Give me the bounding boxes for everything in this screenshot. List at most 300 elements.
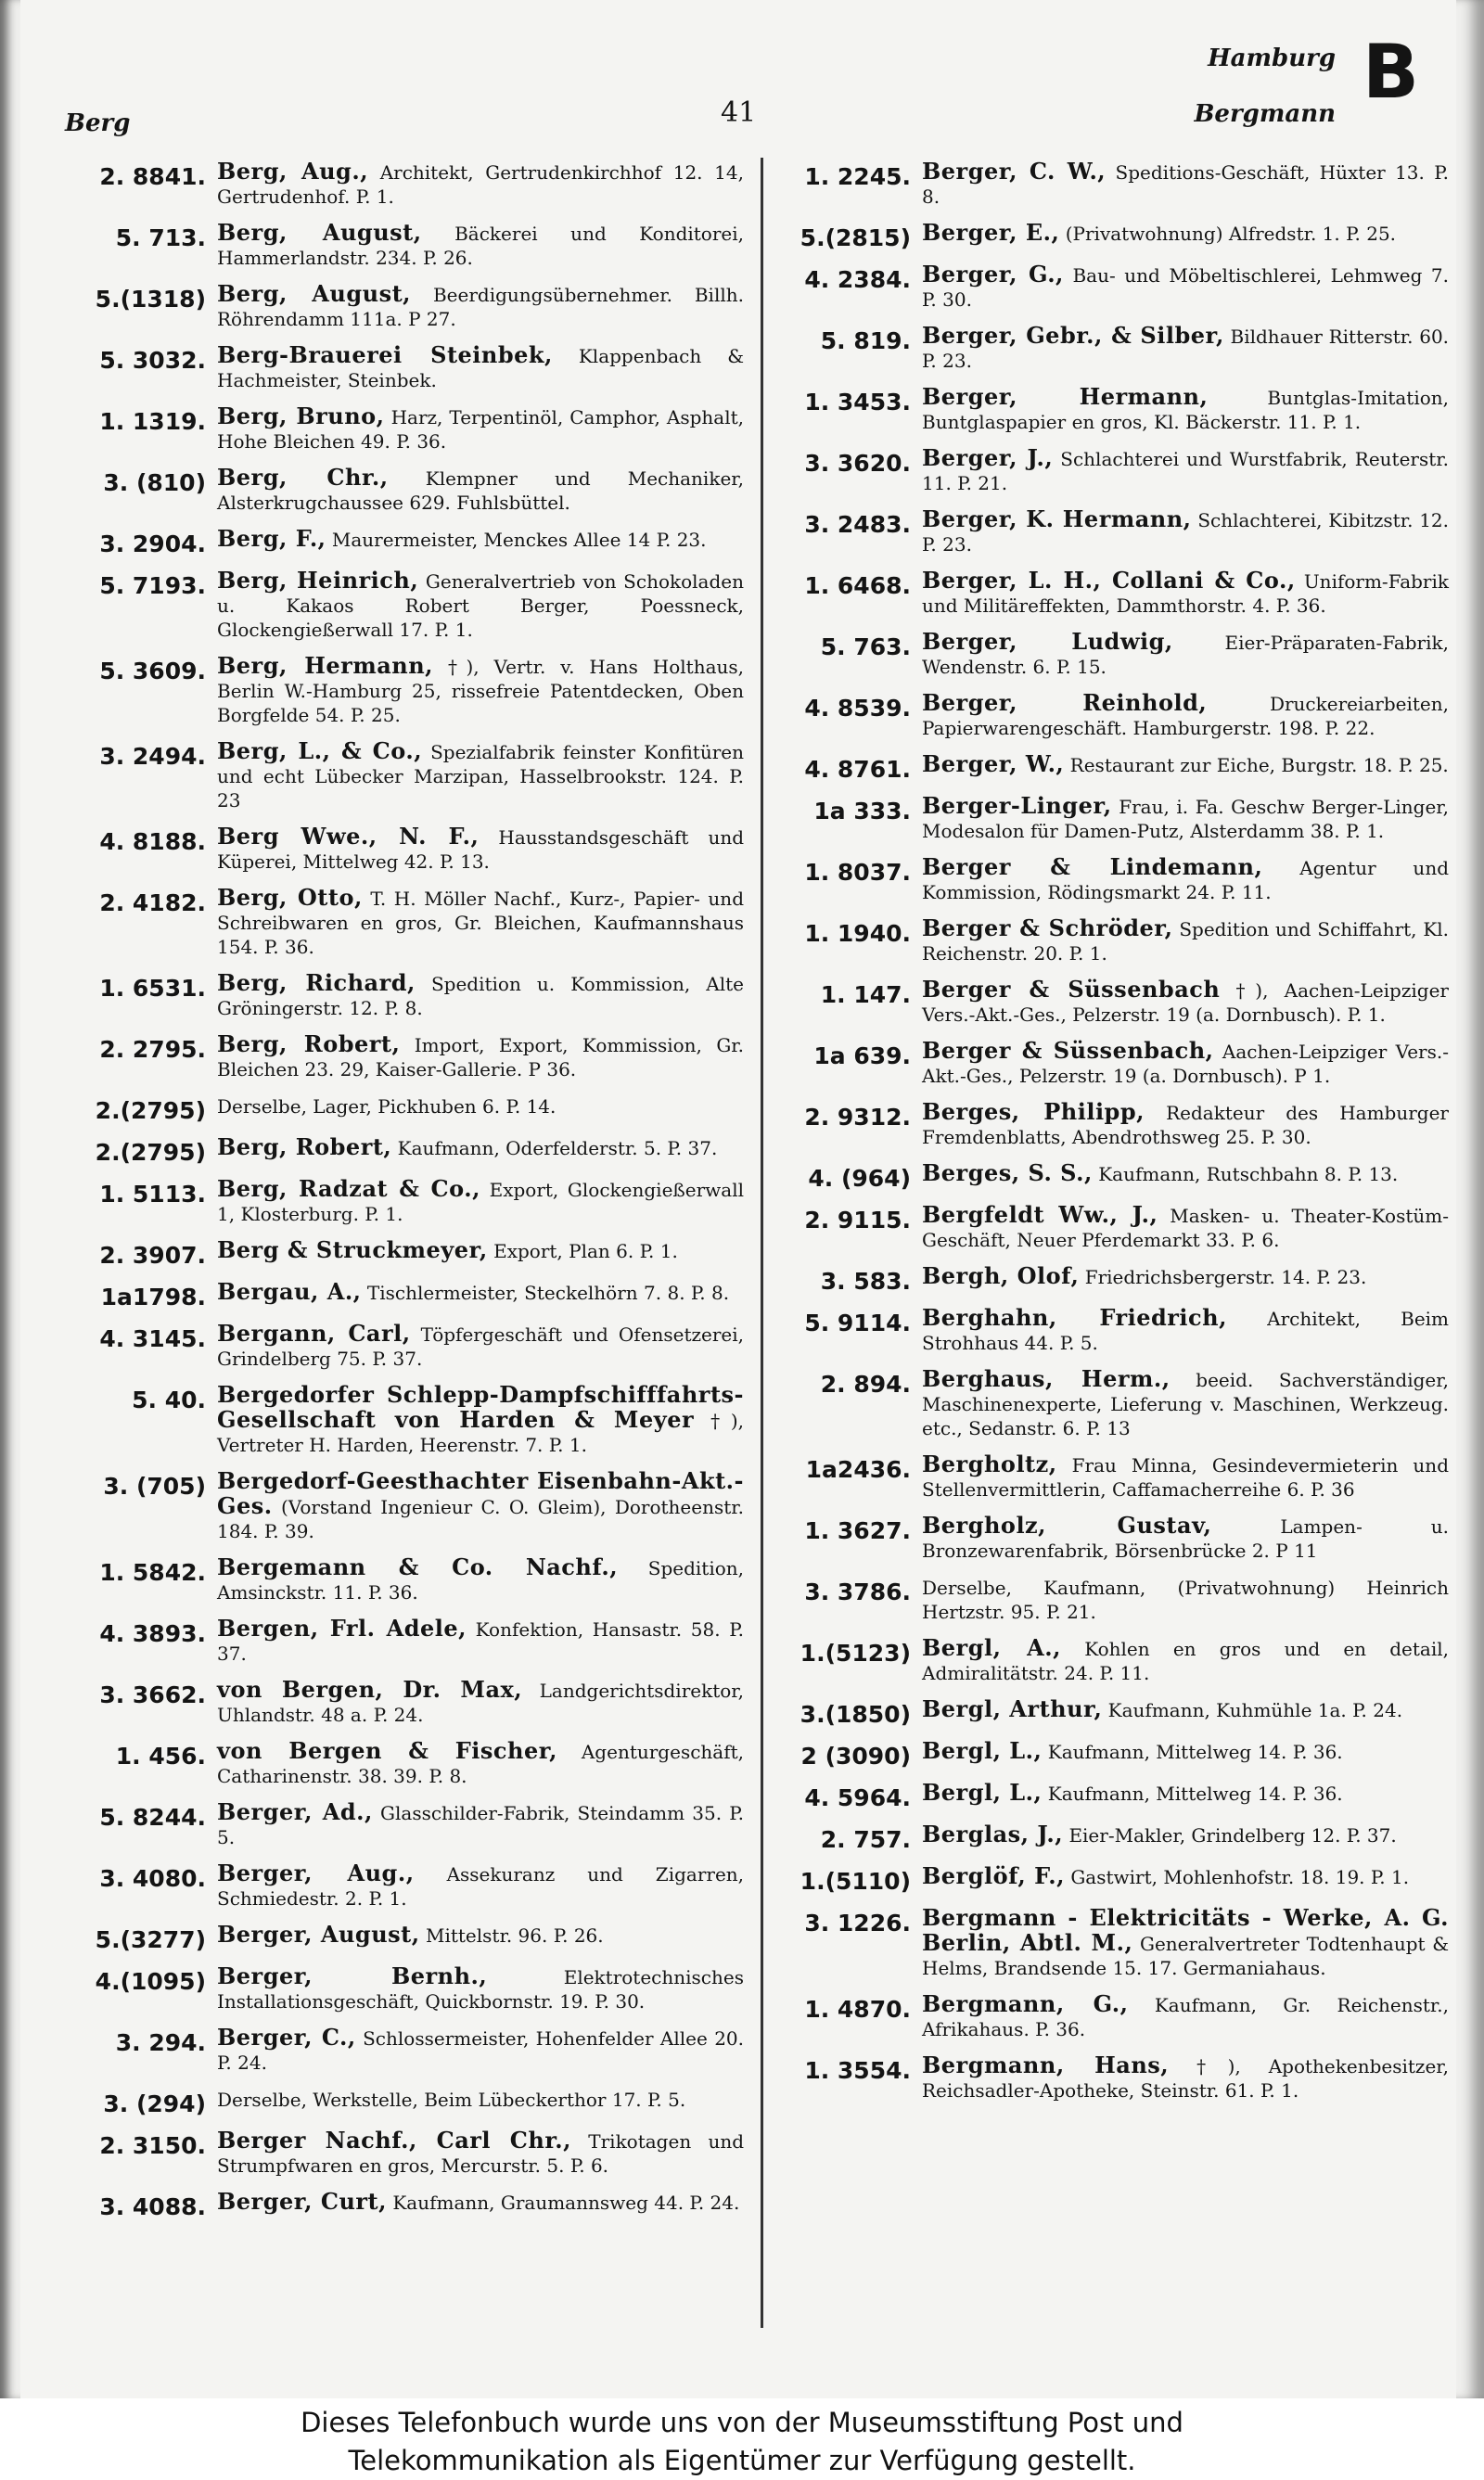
directory-entry (58, 1322, 744, 1371)
directory-entry (762, 691, 1449, 740)
entry-details: Töpfergeschäft und Ofensetzerei, Grindelberg 75. P. 37. (217, 1323, 745, 1370)
entry-name: Berg Wwe., N. F., (217, 823, 480, 850)
directory-entry (762, 1452, 1449, 1502)
entry-text (922, 855, 1449, 904)
entry-details: Uniform-Fabrik und Militäreffekten, Dammthorstr. 4. P. 36. (922, 570, 1450, 617)
entry-phone-number: 3. 3786. (804, 1579, 911, 1605)
directory-entry (762, 1514, 1449, 1563)
entry-phone-number: 5. 7193. (99, 572, 206, 599)
entry-text (922, 1203, 1449, 1252)
entry-phone-number: 2.(2795) (95, 1139, 206, 1166)
entry-name: Berger, L. H., Collani & Co., (922, 567, 1296, 594)
entry-text (922, 1992, 1449, 2041)
entry-details: Generalvertreter Todtenhaupt & Helms, Brandsende 15. 17. Germaniahaus. (922, 1933, 1450, 1979)
entry-details: Export, Plan 6. P. 1. (493, 1240, 678, 1262)
entry-name: Berger, Reinhold, (922, 689, 1208, 716)
entry-name: Bergmann, Hans, (922, 2052, 1170, 2078)
entry-details: Klempner und Mechaniker, Alsterkrugchaussee 629. Fuhlsbüttel. (217, 467, 744, 514)
entry-name: Bergmann - Elektricitäts - Werke, A. G. Berlin, Abtl. M., (922, 1904, 1449, 1956)
entry-details: Aachen-Leipziger Vers.-Akt.-Ges., Pelzerstr. 19 (a. Dornbusch). P 1. (922, 1041, 1449, 1087)
entry-details: Export, Glockengießerwall 1, Klosterburg. P. 1. (217, 1179, 744, 1225)
entry-phone-number: 3. 1226. (804, 1910, 911, 1937)
entry-name: Bergfeldt Ww., J., (922, 1201, 1158, 1228)
footer-notice (0, 2398, 1484, 2479)
entry-phone-number: 5. 40. (132, 1387, 206, 1413)
entry-details: Buntglas-Imitation, Buntglaspapier en gros, Kl. Bäckerstr. 11. P. 1. (922, 387, 1449, 433)
entry-text (922, 1781, 1449, 1810)
directory-entry (762, 1039, 1449, 1088)
entry-phone-number: 3. 2494. (99, 743, 206, 770)
directory-entry (762, 2053, 1449, 2103)
directory-entry (762, 507, 1449, 556)
entry-name: Bergh, Olof, (922, 1262, 1080, 1289)
entry-name: Berg, Robert, (217, 1133, 392, 1160)
entry-phone-number: 2. 894. (820, 1371, 911, 1398)
entry-details: Landgerichtsdirektor, Uhlandstr. 48 a. P. 24. (217, 1680, 745, 1726)
entry-details: Spedition u. Kommission, Alte Gröningerstr. 12. P. 8. (217, 973, 744, 1019)
entry-phone-number: 1. 5113. (99, 1181, 206, 1208)
entry-name: Berg, August, (217, 280, 412, 307)
entry-text (922, 385, 1449, 434)
directory-entry (762, 630, 1449, 679)
entry-name: Berger, C., (217, 2024, 356, 2051)
entry-details: Spedition, Amsinckstr. 11. P. 36. (217, 1557, 745, 1604)
entry-name: Berger, Hermann, (922, 383, 1209, 410)
entry-name: Bergl, Arthur, (922, 1695, 1103, 1722)
entry-details: Druckereiarbeiten, Papierwarengeschäft. Hamburgerstr. 198. P. 22. (922, 693, 1449, 739)
entry-details: Agentur und Kommission, Rödingsmarkt 24. P. 11. (922, 857, 1449, 903)
directory-entry (762, 752, 1449, 782)
directory-entry (58, 1238, 744, 1268)
entry-details: Bäckerei und Konditorei, Hammerlandstr. 234. P. 26. (217, 223, 745, 269)
directory-entry (762, 1822, 1449, 1852)
entry-name: Berg, L., & Co., (217, 737, 423, 764)
entry-text (217, 1555, 744, 1604)
entry-details: Spezialfabrik feinster Konfitüren und echt Lübecker Marzipan, Hasselbrookstr. 124. P. 23 (217, 741, 744, 812)
entry-phone-number: 4. 8188. (99, 828, 206, 855)
directory-page (20, 0, 1456, 2398)
entry-details: Tischlermeister, Steckelhörn 7. 8. P. 8. (366, 1282, 730, 1304)
entry-phone-number: 5. 819. (820, 327, 911, 354)
entry-name: Bergmann, G., (922, 1990, 1129, 2017)
entry-name: Berg, Chr., (217, 464, 389, 491)
entry-details: †), Aachen-Leipziger Vers.-Akt.-Ges., Pelzerstr. 19 (a. Dornbusch). P. 1. (922, 979, 1449, 1026)
entry-phone-number: 5. 3609. (99, 658, 206, 684)
entry-phone-number: 5.(2815) (800, 224, 911, 251)
entry-name: Berger, G., (922, 261, 1064, 288)
entry-details: Lampen- u. Bronzewarenfabrik, Börsenbrücke 2. P 11 (922, 1515, 1450, 1562)
directory-entry (58, 1617, 744, 1666)
directory-entry (58, 825, 744, 874)
entry-phone-number: 1a 333. (813, 798, 911, 825)
entry-name: Berger-Linger, (922, 792, 1112, 819)
entry-text (217, 971, 744, 1020)
entry-phone-number: 5.(3277) (95, 1926, 206, 1953)
entry-details: †), Vertr. v. Hans Holthaus, Berlin W.-Hamburg 25, rissefreie Patentdecken, Oben Borgfelde 54. P. 25. (217, 656, 745, 726)
directory-entry (762, 262, 1449, 312)
entry-details: Agenturgeschäft, Catharinenstr. 38. 39. P. 8. (217, 1741, 745, 1787)
directory-entry (762, 1161, 1449, 1191)
entry-phone-number: 1. 3453. (804, 389, 911, 415)
entry-name: Berglöf, F., (922, 1862, 1065, 1889)
header-right-keyword: Bergmann (1194, 100, 1336, 128)
entry-details: Kaufmann, Gr. Reichenstr., Afrikahaus. P. 36. (922, 1994, 1449, 2040)
entry-name: Berg & Struckmeyer, (217, 1236, 488, 1263)
entry-text (217, 1861, 744, 1911)
entry-name: Berg, Bruno, (217, 403, 385, 429)
directory-entry (58, 527, 744, 556)
entry-text (217, 1678, 744, 1727)
directory-entry (58, 1177, 744, 1226)
entry-phone-number: 2. 4182. (99, 889, 206, 916)
entry-details: Architekt, Beim Strohhaus 44. P. 5. (922, 1308, 1450, 1354)
entry-details: Frau, i. Fa. Geschw Berger-Linger, Modesalon für Damen-Putz, Alsterdamm 38. P. 1. (922, 796, 1449, 842)
directory-entry (58, 282, 744, 331)
entry-text (217, 1135, 744, 1165)
entry-name: Bergen, Frl. Adele, (217, 1615, 467, 1642)
entry-details: †), Vertreter H. Harden, Heerenstr. 7. P. 1. (217, 1410, 744, 1456)
entry-phone-number: 1. 3627. (804, 1517, 911, 1544)
entry-text (922, 1864, 1449, 1894)
entry-phone-number: 4. 5964. (804, 1784, 911, 1811)
entry-phone-number: 1. 2245. (804, 163, 911, 190)
entry-phone-number: 1. 8037. (804, 859, 911, 886)
entry-text (922, 1822, 1449, 1852)
directory-entry (58, 739, 744, 812)
right-column (762, 160, 1449, 2115)
entry-phone-number: 1. 3554. (804, 2057, 911, 2084)
entry-name: Berg, Heinrich, (217, 567, 419, 594)
directory-entry (58, 2190, 744, 2219)
directory-entry (762, 385, 1449, 434)
directory-entry (58, 1678, 744, 1727)
entry-details: Architekt, Gertrudenkirchhof 12. 14, Gertrudenhof. P. 1. (217, 161, 744, 208)
directory-entry (58, 1555, 744, 1604)
entry-phone-number: 3. 3620. (804, 450, 911, 477)
entry-details: Glasschilder-Fabrik, Steindamm 35. P. 5. (217, 1802, 745, 1848)
directory-entry (762, 446, 1449, 495)
entry-details: Konfektion, Hansastr. 58. P. 37. (217, 1618, 745, 1665)
entry-phone-number: 2. 3907. (99, 1242, 206, 1269)
entry-name: Berg, F., (217, 525, 326, 552)
entry-phone-number: 1. 1319. (99, 408, 206, 435)
entry-details: Beerdigungsübernehmer. Billh. Röhrendamm 111a. P 27. (217, 284, 744, 330)
directory-entry (58, 343, 744, 392)
directory-entry (58, 1032, 744, 1081)
section-letter: B (1362, 29, 1419, 115)
directory-entry (58, 1469, 744, 1543)
entry-text (922, 1039, 1449, 1088)
entry-text (922, 1161, 1449, 1191)
entry-phone-number: 5. 9114. (804, 1310, 911, 1336)
entry-details: beeid. Sachverständiger, Maschinenexperte, Lieferung v. Maschinen, Werkzeug. etc., Sedanstr. 6. P. 13 (922, 1369, 1449, 1439)
entry-name: Berglas, J., (922, 1821, 1064, 1847)
entry-name: Bergholz, Gustav, (922, 1512, 1212, 1539)
entry-details: †), Apothekenbesitzer, Reichsadler-Apotheke, Steinstr. 61. P. 1. (922, 2055, 1450, 2102)
entry-name: Berger & Lindemann, (922, 853, 1263, 880)
entry-text (922, 978, 1449, 1027)
entry-text (217, 1964, 744, 2013)
entry-text (922, 916, 1449, 965)
entry-text (217, 1177, 744, 1226)
entry-text (922, 1739, 1449, 1769)
entry-name: Berghaus, Herm., (922, 1365, 1171, 1392)
directory-entry (58, 160, 744, 209)
entry-phone-number: 3. 294. (115, 2029, 206, 2056)
entry-details: Restaurant zur Eiche, Burgstr. 18. P. 25. (1069, 754, 1449, 776)
directory-entry (58, 1800, 744, 1849)
entry-text (217, 825, 744, 874)
entry-text (217, 282, 744, 331)
entry-phone-number: 1. 4870. (804, 1996, 911, 2023)
entry-details: T. H. Möller Nachf., Kurz-, Papier- und Schreibwaren en gros, Gr. Bleichen, Kaufmannshaus 154. P. 36. (217, 888, 744, 958)
entry-details: Schlachterei, Kibitzstr. 12. P. 23. (922, 509, 1450, 556)
entry-details: Kaufmann, Mittelweg 14. P. 36. (1047, 1741, 1343, 1763)
left-column (58, 160, 744, 2231)
entry-phone-number: 3. (810) (103, 469, 206, 496)
entry-name: Bergholtz, (922, 1451, 1057, 1477)
entry-details: Gastwirt, Mohlenhofstr. 18. 19. P. 1. (1070, 1866, 1410, 1888)
entry-details: Schlachterei und Wurstfabrik, Reuterstr. 11. P. 21. (922, 448, 1450, 494)
entry-details: Kaufmann, Graumannsweg 44. P. 24. (392, 2192, 740, 2214)
entry-phone-number: 4. 2384. (804, 266, 911, 293)
entry-phone-number: 1. 6531. (99, 975, 206, 1002)
entry-name: Berger & Schröder, (922, 914, 1173, 941)
directory-entry (762, 1203, 1449, 1252)
entry-name: Berg, August, (217, 219, 422, 246)
entry-details: Derselbe, Werkstelle, Beim Lübeckerthor 17. P. 5. (217, 2089, 686, 2111)
directory-entry (58, 2087, 744, 2116)
entry-phone-number: 1. 147. (820, 981, 911, 1008)
entry-text (922, 507, 1449, 556)
entry-text (217, 1093, 744, 1123)
entry-name: Berger, E., (922, 219, 1060, 246)
entry-phone-number: 4. 3893. (99, 1620, 206, 1647)
entry-details: Harz, Terpentinöl, Camphor, Asphalt, Hohe Bleichen 49. P. 36. (217, 406, 745, 453)
entry-details: Schlossermeister, Hohenfelder Allee 20. P. 24. (217, 2027, 745, 2074)
entry-name: Bergemann & Co. Nachf., (217, 1553, 619, 1580)
entry-phone-number: 2. 9312. (804, 1104, 911, 1131)
entry-name: Berger, Bernh., (217, 1962, 488, 1989)
entry-name: Bergl, L., (922, 1737, 1043, 1764)
entry-phone-number: 1. 456. (115, 1743, 206, 1770)
entry-phone-number: 5. 8244. (99, 1804, 206, 1831)
entry-text (217, 2026, 744, 2075)
header-city: Hamburg (1208, 45, 1336, 72)
entry-name: Berger, Gebr., & Silber, (922, 322, 1224, 349)
entry-text (217, 886, 744, 959)
entry-text (217, 1469, 744, 1543)
entry-phone-number: 2. 3150. (99, 2132, 206, 2159)
directory-entry (58, 1923, 744, 1952)
entry-text (217, 2190, 744, 2219)
entry-phone-number: 3. (294) (103, 2090, 206, 2117)
entry-name: von Bergen & Fischer, (217, 1737, 558, 1764)
entry-phone-number: 4.(1095) (95, 1968, 206, 1995)
entry-phone-number: 3. 583. (820, 1268, 911, 1295)
entry-text (922, 1367, 1449, 1440)
entry-text (217, 404, 744, 454)
directory-entry (58, 466, 744, 515)
entry-text (922, 2053, 1449, 2103)
entry-text (922, 1452, 1449, 1502)
entry-text (922, 1514, 1449, 1563)
directory-entry (762, 1367, 1449, 1440)
directory-entry (762, 1992, 1449, 2041)
directory-entry (762, 855, 1449, 904)
entry-name: Berg-Brauerei Steinbek, (217, 341, 553, 368)
entry-phone-number: 3. 2904. (99, 531, 206, 557)
directory-entry (762, 1864, 1449, 1894)
entry-phone-number: 1a2436. (805, 1456, 911, 1483)
entry-phone-number: 2 (3090) (800, 1743, 911, 1770)
entry-text (217, 221, 744, 270)
entry-name: Berger, Curt, (217, 2188, 387, 2215)
entry-text (922, 569, 1449, 618)
entry-text (217, 1238, 744, 1268)
directory-entry (762, 1906, 1449, 1980)
directory-entry (58, 1280, 744, 1310)
directory-entry (58, 569, 744, 642)
directory-entry (58, 404, 744, 454)
directory-entry (762, 221, 1449, 250)
entry-text (922, 446, 1449, 495)
directory-entry (58, 1739, 744, 1788)
entry-name: Berger, W., (922, 750, 1065, 777)
entry-phone-number: 3. 4088. (99, 2193, 206, 2220)
entry-name: Berger, August, (217, 1921, 420, 1948)
directory-entry (762, 324, 1449, 373)
entry-text (217, 1032, 744, 1081)
entry-phone-number: 1.(5110) (800, 1868, 911, 1895)
entry-name: Berger, J., (922, 444, 1054, 471)
entry-phone-number: 1. 6468. (804, 572, 911, 599)
entry-name: Berger & Süssenbach (922, 976, 1221, 1003)
entry-name: Bergedorfer Schlepp-Dampfschifffahrts-Gesellschaft von Harden & Meyer (217, 1381, 744, 1433)
directory-entry (762, 1781, 1449, 1810)
entry-phone-number: 5.(1318) (95, 286, 206, 313)
entry-name: Berges, Philipp, (922, 1098, 1145, 1125)
entry-name: Bergedorf-Geesthachter Eisenbahn-Akt.-Ges. (217, 1467, 744, 1519)
entry-details: Hausstandsgeschäft und Küperei, Mittelweg 42. P. 13. (217, 826, 745, 873)
entry-phone-number: 1a 639. (813, 1042, 911, 1069)
directory-entry (58, 1964, 744, 2013)
entry-text (922, 1636, 1449, 1685)
entry-details: (Vorstand Ingenieur C. O. Gleim), Dorotheenstr. 184. P. 39. (217, 1496, 744, 1542)
directory-entry (762, 1264, 1449, 1294)
entry-details: Derselbe, Lager, Pickhuben 6. P. 14. (217, 1095, 556, 1118)
directory-entry (762, 1697, 1449, 1727)
entry-name: Berger, K. Hermann, (922, 505, 1192, 532)
entry-name: Berger, Aug., (217, 1860, 415, 1886)
entry-details: Kaufmann, Rutschbahn 8. P. 13. (1098, 1163, 1399, 1185)
directory-entry (762, 1100, 1449, 1149)
entry-text (217, 1800, 744, 1849)
entry-phone-number: 2. 9115. (804, 1207, 911, 1234)
directory-entry (762, 1636, 1449, 1685)
entry-name: Berg, Radzat & Co., (217, 1175, 480, 1202)
entry-phone-number: 2. 757. (820, 1826, 911, 1853)
entry-text (922, 262, 1449, 312)
footer-line-1: Dieses Telefonbuch wurde uns von der Museumsstiftung Post und (301, 2407, 1183, 2438)
entry-text (922, 324, 1449, 373)
entry-phone-number: 4. (964) (808, 1165, 911, 1192)
entry-name: Berger, Ad., (217, 1798, 373, 1825)
directory-entry (58, 1093, 744, 1123)
entry-text (922, 630, 1449, 679)
directory-entry (58, 1135, 744, 1165)
entry-details: Klappenbach & Hachmeister, Steinbek. (217, 345, 744, 391)
entry-text (922, 221, 1449, 250)
entry-details: Maurermeister, Menckes Allee 14 P. 23. (331, 529, 707, 551)
directory-entry (58, 886, 744, 959)
entry-name: von Bergen, Dr. Max, (217, 1676, 523, 1703)
entry-text (217, 466, 744, 515)
entry-details: Frau Minna, Gesindevermieterin und Stellenvermittlerin, Caffamacherreihe 6. P. 36 (922, 1454, 1449, 1501)
entry-details: Speditions-Geschäft, Hüxter 13. P. 8. (922, 161, 1449, 208)
entry-name: Berges, S. S., (922, 1159, 1093, 1186)
entry-text (922, 752, 1449, 782)
entry-details: Kaufmann, Mittelweg 14. P. 36. (1047, 1783, 1343, 1805)
entry-details: Generalvertrieb von Schokoladen u. Kakaos Robert Berger, Poessneck, Glockengießerwall 17. P. 1. (217, 570, 744, 641)
directory-entry (762, 1739, 1449, 1769)
entry-phone-number: 3. 2483. (804, 511, 911, 538)
entry-text (922, 1697, 1449, 1727)
entry-phone-number: 3. (705) (103, 1473, 206, 1500)
entry-name: Bergann, Carl, (217, 1320, 411, 1347)
entry-details: Trikotagen und Strumpfwaren en gros, Mercurstr. 5. P. 6. (217, 2130, 745, 2177)
entry-phone-number: 1. 1940. (804, 920, 911, 947)
directory-entry (762, 569, 1449, 618)
entry-details: Import, Export, Kommission, Gr. Bleichen 23. 29, Kaiser-Gallerie. P 36. (217, 1034, 745, 1080)
entry-text (922, 794, 1449, 843)
entry-phone-number: 4. 8761. (804, 756, 911, 783)
directory-entry (762, 1575, 1449, 1624)
directory-entry (762, 160, 1449, 209)
entry-phone-number: 5. 3032. (99, 347, 206, 374)
directory-entry (762, 794, 1449, 843)
entry-text (217, 1322, 744, 1371)
entry-name: Berger & Süssenbach, (922, 1037, 1214, 1064)
entry-phone-number: 2. 2795. (99, 1036, 206, 1063)
entry-name: Berger, Ludwig, (922, 628, 1173, 655)
entry-name: Berghahn, Friedrich, (922, 1304, 1227, 1331)
entry-details: Kaufmann, Kuhmühle 1a. P. 24. (1107, 1699, 1403, 1721)
entry-text (217, 2087, 744, 2116)
entry-details: Elektrotechnisches Installationsgeschäft, Quickbornstr. 19. P. 30. (217, 1966, 744, 2013)
entry-phone-number: 2. 8841. (99, 163, 206, 190)
entry-text (922, 1306, 1449, 1355)
entry-text (922, 691, 1449, 740)
entry-text (922, 1264, 1449, 1294)
entry-name: Bergl, L., (922, 1779, 1043, 1806)
entry-text (217, 1617, 744, 1666)
entry-name: Berger Nachf., Carl Chr., (217, 2127, 571, 2154)
directory-entry (58, 221, 744, 270)
entry-text (922, 1100, 1449, 1149)
entry-details: Mittelstr. 96. P. 26. (425, 1924, 604, 1947)
directory-entry (58, 1383, 744, 1457)
entry-details: Eier-Makler, Grindelberg 12. P. 37. (1068, 1824, 1397, 1847)
entry-name: Berg, Richard, (217, 969, 416, 996)
entry-details: Redakteur des Hamburger Fremdenblatts, Abendrothsweg 25. P. 30. (922, 1102, 1449, 1148)
entry-name: Berger, C. W., (922, 158, 1107, 185)
entry-phone-number: 2.(2795) (95, 1097, 206, 1124)
directory-entry (58, 2128, 744, 2178)
directory-entry (762, 1306, 1449, 1355)
entry-details: Masken- u. Theater-Kostüm-Geschäft, Neuer Pferdemarkt 33. P. 6. (922, 1205, 1450, 1251)
entry-details: Assekuranz und Zigarren, Schmiedestr. 2. P. 1. (217, 1863, 745, 1910)
